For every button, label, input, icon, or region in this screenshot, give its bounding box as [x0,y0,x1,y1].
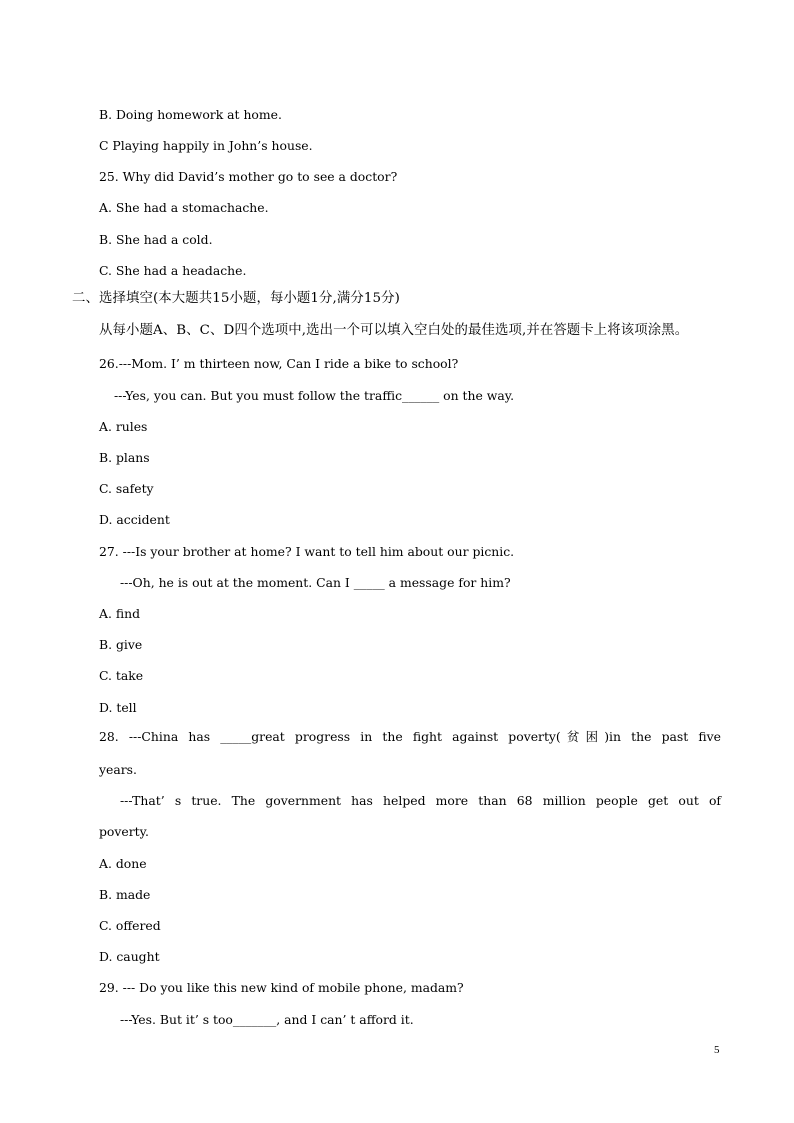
q25-question: 25. Why did David’s mother go to see a doctor? [99,169,398,184]
q25-option-b: B. She had a cold. [99,232,213,247]
q27-option-a: A. find [99,606,141,621]
q28-question: 28. ---China has _____great progress in the fight against poverty(贫困)in the past five [99,729,721,744]
q28-option-b: B. made [99,887,151,902]
section-instructions: 从每小题A、B、C、D四个选项中,选出一个可以填入空白处的最佳选项,并在答题卡上将该项涂黑。 [99,323,689,338]
q26-response: ---Yes, you can. But you must follow the traffic______ on the way. [114,388,515,403]
page-number: 5 [714,1044,720,1056]
q26-option-c: C. safety [99,481,154,496]
q28-response: ---That’ s true. The government has helped more than 68 million people get out of [120,793,721,808]
q24-option-c: C Playing happily in John’s house. [99,138,313,153]
q27-response: ---Oh, he is out at the moment. Can I _____ a message for him? [120,575,511,590]
q27-option-c: C. take [99,668,144,683]
q26-question: 26.---Mom. I’ m thirteen now, Can I ride a bike to school? [99,356,459,371]
q26-option-b: B. plans [99,450,150,465]
q28-option-c: C. offered [99,918,161,933]
q27-option-b: B. give [99,637,143,652]
q26-option-d: D. accident [99,512,170,527]
q28-option-a: A. done [99,856,147,871]
q27-option-d: D. tell [99,700,137,715]
q25-option-a: A. She had a stomachache. [99,200,269,215]
q28-option-d: D. caught [99,949,160,964]
q29-response: ---Yes. But it’ s too_______, and I can’ t afford it. [120,1012,414,1027]
q25-option-c: C. She had a headache. [99,263,247,278]
q28-response-cont: poverty. [99,824,149,839]
q27-question: 27. ---Is your brother at home? I want to tell him about our picnic. [99,544,515,559]
q28-question-cont: years. [99,762,137,777]
q24-option-b: B. Doing homework at home. [99,107,282,122]
q29-question: 29. --- Do you like this new kind of mobile phone, madam? [99,980,464,995]
section-heading: 二、选择填空(本大题共15小题，每小题1分,满分15分) [72,291,400,306]
q26-option-a: A. rules [99,419,148,434]
